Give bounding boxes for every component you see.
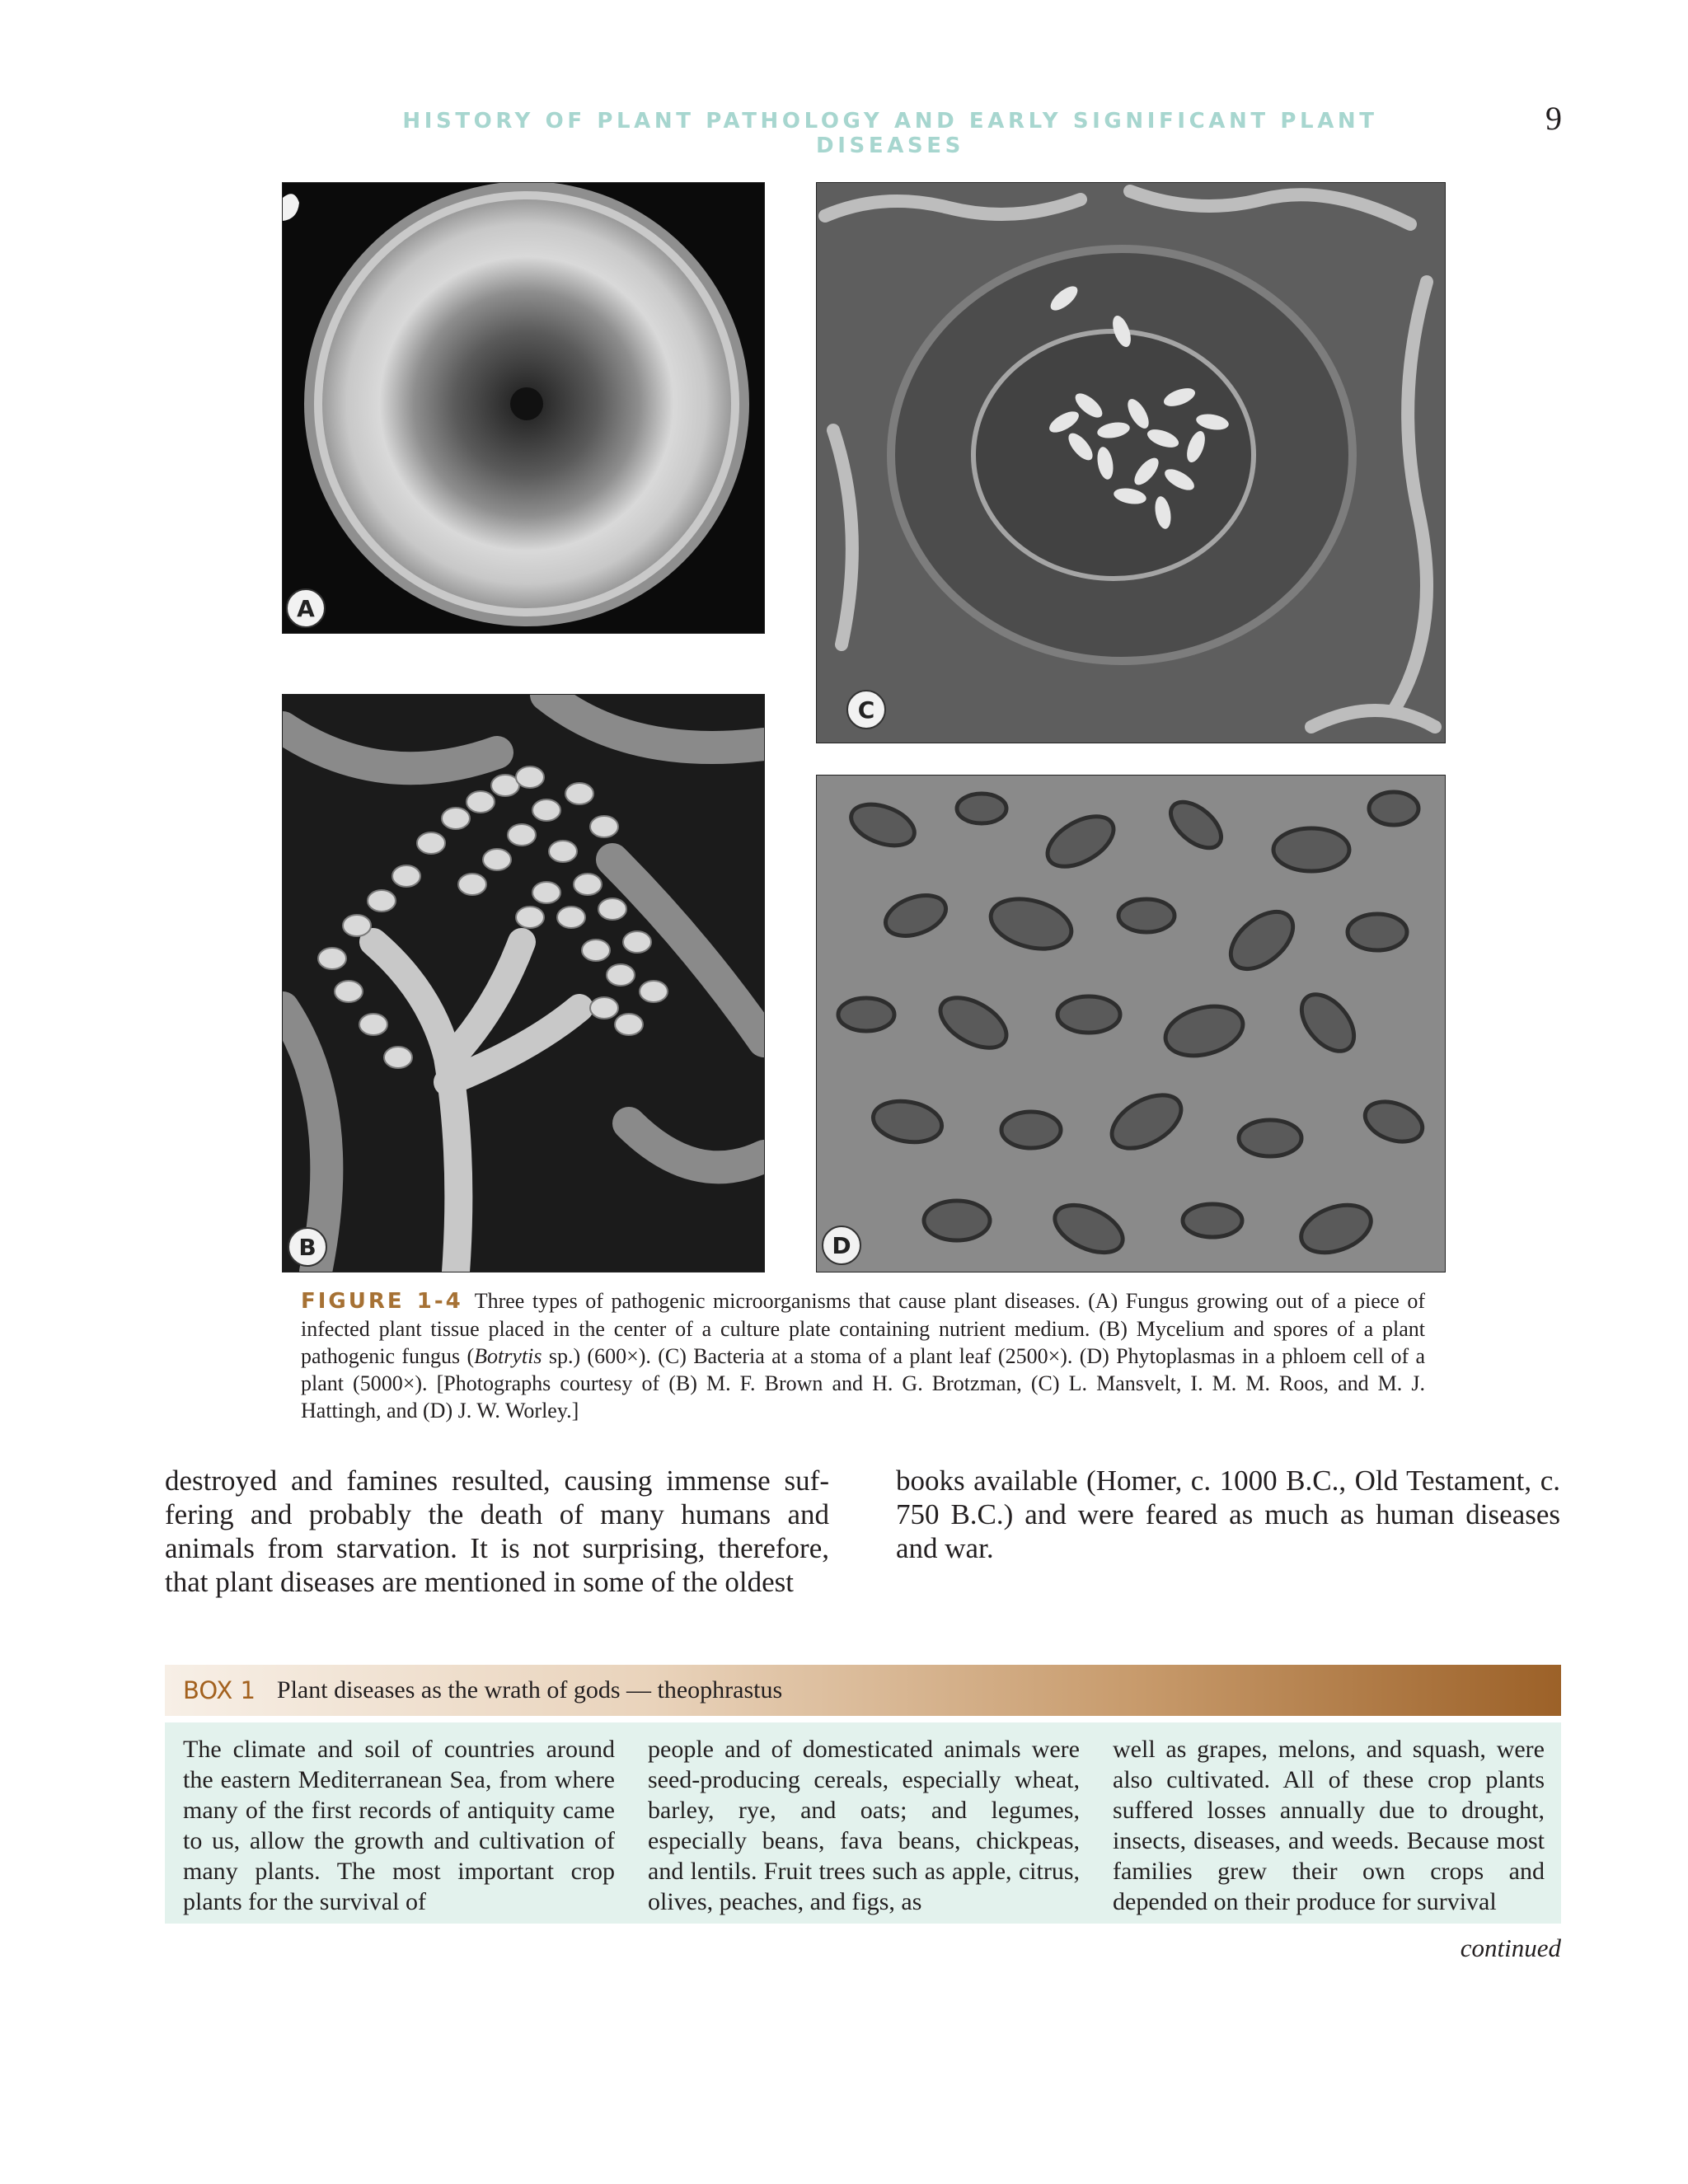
photo-fungus-culture-plate (282, 182, 765, 634)
panel-label-c: C (846, 690, 886, 729)
panel-label-a: A (286, 588, 326, 628)
figure-caption (301, 1287, 1425, 1424)
photo-phytoplasmas-phloem (816, 775, 1446, 1272)
botrytis-image (283, 695, 764, 1272)
running-head: HISTORY OF PLANT PATHOLOGY AND EARLY SIGNIFICANT PLANT DISEASES (402, 109, 1378, 158)
continued-note: continued (1460, 1933, 1561, 1962)
box-number: BOX 1 (183, 1676, 256, 1704)
photo-botrytis-mycelium (282, 694, 765, 1272)
box-text-column-1: The climate and soil of countries around the eastern Mediterranean Sea, from where many of the first records of antiquity came to us, allow the growth and cultivation of many plants. The most important crop plants for the survival of (183, 1736, 615, 1915)
box-title: Plant diseases as the wrath of gods — theophrastus (276, 1676, 783, 1704)
body-text-left-column: destroyed and famines resulted, causing immense suffering and probably the death of many humans and animals from starvation. It is not surprising, therefore, that plant diseases are mentioned in some of the oldest (165, 1465, 829, 1598)
box-body (165, 1722, 1561, 1924)
caption-italic-genus: Botrytis (474, 1344, 542, 1368)
caption-text-part2: sp.) (600×). (C) Bacteria at a stoma of a plant leaf (2500×). (D) Phytoplasmas in a phloem cell of a plant (5000×). [Photographs courtesy of (B) M. F. Brown and H. G. Brotzman, (C) L. Mansvelt, I. M. M. Roos, and M. J. Hattingh, and (D) J. W. Worley.] (301, 1344, 1425, 1422)
panel-label-b: B (288, 1227, 327, 1267)
caption-text-part1: Three types of pathogenic microorganisms that cause plant diseases. (A) Fungus growing out of a piece of infected plant tissue placed in the center of a culture plate containing nutrient medium. (B) Mycelium and spores of a plant pathogenic fungus ( (301, 1289, 1425, 1368)
box-text-column-3: well as grapes, melons, and squash, were also cultivated. All of these crop plants suffered losses annually due to drought, insects, diseases, and weeds. Because most families grew their own crops and depended on their produce for survival (1113, 1736, 1545, 1915)
page-number: 9 (1545, 100, 1562, 137)
box-header (165, 1665, 1561, 1716)
box-text-column-2: people and of domesticated animals were seed-producing cereals, especially wheat, barley, rye, and oats; and legumes, especially beans, fava beans, chickpeas, and lentils. Fruit trees such as apple, citrus, olives, peaches, and figs, as (648, 1736, 1080, 1915)
stoma-image (817, 183, 1445, 743)
figure-label: FIGURE 1-4 (301, 1289, 463, 1314)
phytoplasma-image (817, 776, 1445, 1272)
photo-bacteria-stoma (816, 182, 1446, 743)
body-text-right-column: books available (Homer, c. 1000 B.C., Old Testament, c. 750 B.C.) and were feared as much as human diseases and war. (896, 1465, 1560, 1564)
panel-label-d: D (822, 1226, 861, 1265)
culture-plate-image (283, 183, 764, 633)
